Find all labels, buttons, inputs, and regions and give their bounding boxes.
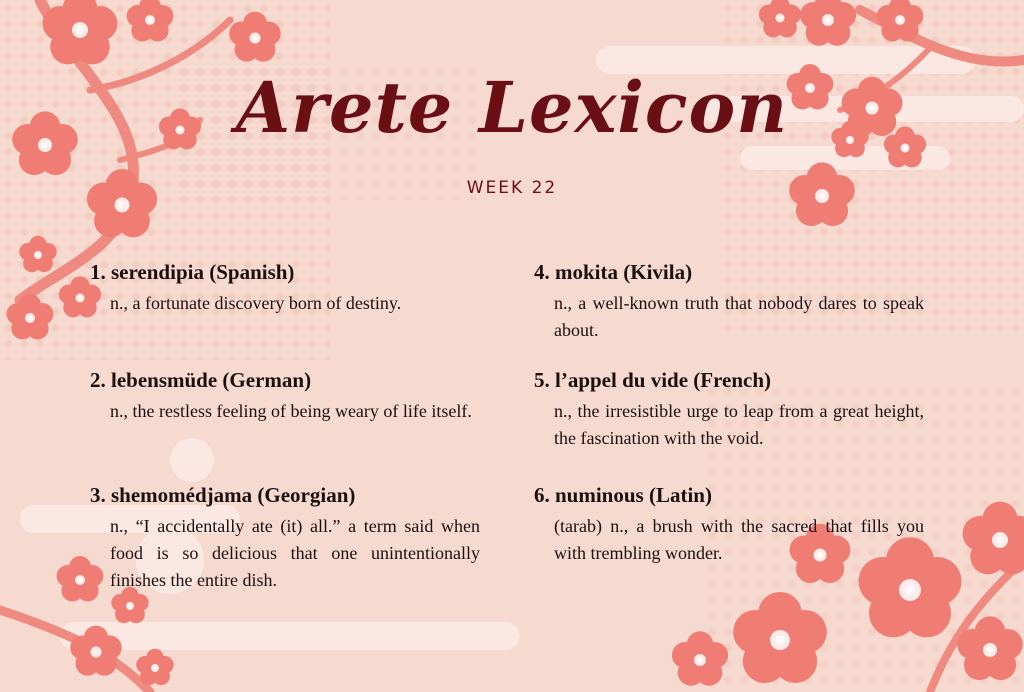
- entry-definition: n., the irresistible urge to leap from a great height, the fascination with the void.: [554, 401, 924, 448]
- week-label: WEEK 22: [466, 178, 558, 198]
- lexicon-entry: [90, 481, 480, 594]
- entry-heading: 4. mokita (Kivila): [534, 260, 693, 284]
- entry-heading: 6. numinous (Latin): [534, 483, 712, 507]
- entry-heading: 2. lebensmüde (German): [90, 368, 312, 392]
- lexicon-entry: [534, 258, 924, 344]
- entry-heading: 5. l’appel du vide (French): [534, 368, 772, 392]
- lexicon-entry: [534, 366, 924, 452]
- page-title: Arete Lexicon: [235, 66, 789, 149]
- lexicon-entry: [90, 366, 480, 425]
- entry-definition: n., the restless feeling of being weary of life itself.: [110, 401, 472, 421]
- entry-heading: 3. shemomédjama (Georgian): [90, 483, 356, 507]
- entry-definition: n., “I accidentally ate (it) all.” a term said when food is so delicious that one unintentionally finishes the entire dish.: [110, 516, 480, 590]
- entry-heading: 1. serendipia (Spanish): [90, 260, 295, 284]
- entry-definition: n., a fortunate discovery born of destiny.: [110, 293, 402, 313]
- entry-definition: n., a well-known truth that nobody dares to speak about.: [554, 293, 924, 340]
- lexicon-entry: [534, 481, 924, 567]
- lexicon-entry: [90, 258, 480, 317]
- entry-definition: (tarab) n., a brush with the sacred that fills you with trembling wonder.: [554, 516, 924, 563]
